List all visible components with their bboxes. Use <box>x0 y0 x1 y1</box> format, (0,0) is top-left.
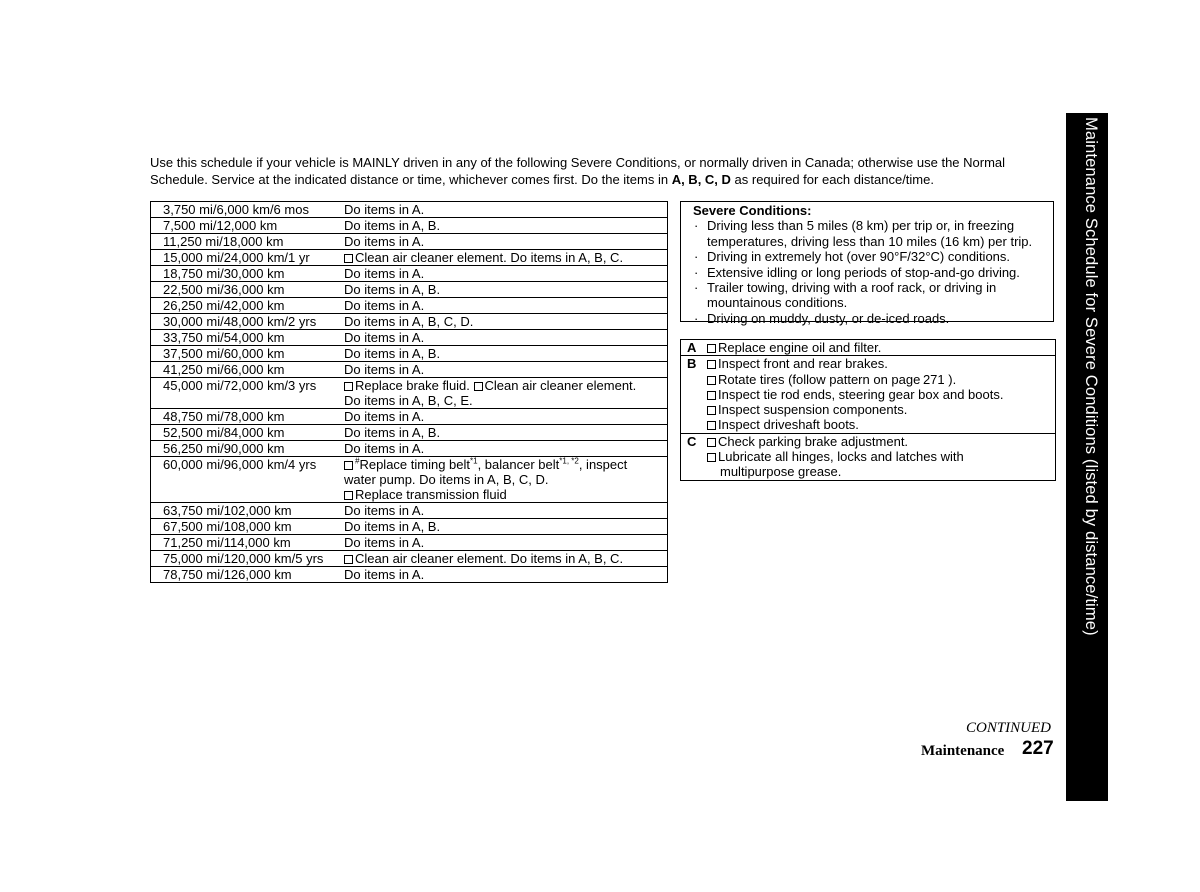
code-key: A <box>681 340 708 356</box>
checkbox-icon <box>344 491 353 500</box>
table-row <box>151 378 668 409</box>
distance-cell: 56,250 mi/90,000 km <box>151 441 337 457</box>
table-row <box>151 519 668 535</box>
table-row <box>151 346 668 362</box>
table-row <box>151 330 668 346</box>
action-text: , inspect <box>578 457 628 472</box>
table-row <box>151 202 668 218</box>
intro-text-end: as required for each distance/time. <box>730 172 934 187</box>
severe-conditions-title: Severe Conditions: <box>693 203 812 218</box>
action-cell: Do items in A, B, C, D. <box>336 314 668 330</box>
code-row-a <box>681 340 1056 356</box>
action-text: Clean air cleaner element. <box>484 378 637 393</box>
page-number: 227 <box>1022 738 1054 759</box>
action-cell <box>336 250 668 266</box>
code-item: Lubricate all hinges, locks and latches with <box>718 449 964 465</box>
distance-cell: 15,000 mi/24,000 km/1 yr <box>151 250 337 266</box>
checkbox-icon <box>707 406 716 415</box>
action-text: Clean air cleaner element. Do items in A, B, C. <box>355 250 624 265</box>
checkbox-icon <box>707 438 716 447</box>
list-item: · Driving on muddy, dusty, or de-iced roads. <box>693 311 1047 326</box>
distance-cell: 71,250 mi/114,000 km <box>151 535 337 551</box>
table-row <box>151 425 668 441</box>
distance-cell: 33,750 mi/54,000 km <box>151 330 337 346</box>
table-row <box>151 250 668 266</box>
list-item: · Trailer towing, driving with a roof rack, or driving in mountainous conditions. <box>693 280 1047 311</box>
distance-cell: 63,750 mi/102,000 km <box>151 503 337 519</box>
table-row <box>151 298 668 314</box>
table-row <box>151 503 668 519</box>
table-row <box>151 551 668 567</box>
code-items <box>707 433 1056 480</box>
code-row-b <box>681 356 1056 433</box>
code-row-c <box>681 433 1056 480</box>
action-cell: Do items in A. <box>336 266 668 282</box>
action-cell: Do items in A. <box>336 330 668 346</box>
action-text: Do items in A, B, C, E. <box>344 393 473 408</box>
severe-conditions-box <box>680 201 1054 326</box>
distance-cell: 26,250 mi/42,000 km <box>151 298 337 314</box>
distance-cell: 37,500 mi/60,000 km <box>151 346 337 362</box>
checkbox-icon <box>344 382 353 391</box>
action-cell: Do items in A. <box>336 362 668 378</box>
code-item: Inspect front and rear brakes. <box>718 356 888 372</box>
action-cell <box>336 457 668 503</box>
code-item: Check parking brake adjustment. <box>718 433 909 449</box>
distance-cell: 75,000 mi/120,000 km/5 yrs <box>151 551 337 567</box>
distance-cell: 22,500 mi/36,000 km <box>151 282 337 298</box>
table-row <box>151 535 668 551</box>
table-row <box>151 266 668 282</box>
distance-cell: 52,500 mi/84,000 km <box>151 425 337 441</box>
side-tab-text <box>1066 113 1108 801</box>
action-cell: Do items in A. <box>336 503 668 519</box>
table-row <box>151 234 668 250</box>
action-text: water pump. Do items in A, B, C, D. <box>344 472 549 487</box>
intro-text: Use this schedule if your vehicle is MAINLY driven in any of the following Severe Conditions, or normally driven in Canada; otherwise use the Normal Schedule. Service at the indicated distance or time, whichever comes first. Do the items in <box>150 155 1006 187</box>
table-row <box>151 567 668 583</box>
action-text: Clean air cleaner element. Do items in A, B, C. <box>355 551 624 566</box>
footnote-mark: *1 <box>470 456 478 466</box>
action-cell: Do items in A, B. <box>336 282 668 298</box>
action-cell <box>336 378 668 409</box>
distance-cell: 41,250 mi/66,000 km <box>151 362 337 378</box>
checkbox-icon <box>707 391 716 400</box>
action-cell: Do items in A, B. <box>336 218 668 234</box>
action-cell <box>336 551 668 567</box>
action-cell: Do items in A. <box>336 298 668 314</box>
footnote-mark: *1, *2 <box>559 456 579 466</box>
distance-cell: 11,250 mi/18,000 km <box>151 234 337 250</box>
action-text: Replace brake fluid. <box>355 378 470 393</box>
table-row <box>151 457 668 503</box>
action-cell: Do items in A. <box>336 234 668 250</box>
table-row <box>151 409 668 425</box>
list-item: · Driving less than 5 miles (8 km) per trip or, in freezing temperatures, driving less than 10 miles (16 km) per trip. <box>693 218 1047 249</box>
list-item: · Driving in extremely hot (over 90°F/32°C) conditions. <box>693 249 1047 264</box>
code-item: Rotate tires (follow pattern on page 271 ). <box>718 371 957 387</box>
intro-paragraph <box>150 154 1055 188</box>
continued-label: CONTINUED <box>966 720 1052 736</box>
service-codes-table <box>680 339 1056 481</box>
checkbox-icon <box>707 376 716 385</box>
action-cell: Do items in A, B. <box>336 519 668 535</box>
checkbox-icon <box>707 421 716 430</box>
code-item: multipurpose grease. <box>720 464 842 480</box>
list-item: · Extensive idling or long periods of stop-and-go driving. <box>693 265 1047 280</box>
severe-conditions-list <box>693 218 1047 326</box>
table-row <box>151 282 668 298</box>
footnote-mark: # <box>355 456 360 466</box>
code-key: B <box>681 356 708 433</box>
checkbox-icon <box>344 461 353 470</box>
code-item: Inspect driveshaft boots. <box>718 417 859 433</box>
code-items <box>707 356 1056 433</box>
distance-cell: 78,750 mi/126,000 km <box>151 567 337 583</box>
checkbox-icon <box>707 344 716 353</box>
action-cell: Do items in A. <box>336 441 668 457</box>
footer-section-label: Maintenance <box>921 743 1005 759</box>
distance-cell: 45,000 mi/72,000 km/3 yrs <box>151 378 337 409</box>
distance-cell: 67,500 mi/108,000 km <box>151 519 337 535</box>
code-item: Replace engine oil and filter. <box>718 340 882 355</box>
checkbox-icon <box>344 254 353 263</box>
table-row <box>151 441 668 457</box>
schedule-table <box>150 201 668 583</box>
side-tab-title: Maintenance Schedule for Severe Conditions (listed by distance/time) <box>1082 117 1101 636</box>
code-items <box>707 340 1056 356</box>
action-cell: Do items in A. <box>336 535 668 551</box>
action-text: , balancer belt <box>477 457 560 472</box>
action-cell: Do items in A, B. <box>336 425 668 441</box>
distance-cell: 18,750 mi/30,000 km <box>151 266 337 282</box>
action-cell: Do items in A. <box>336 409 668 425</box>
action-cell: Do items in A. <box>336 202 668 218</box>
distance-cell: 60,000 mi/96,000 km/4 yrs <box>151 457 337 503</box>
intro-bold-items: A, B, C, D <box>671 172 731 187</box>
code-key: C <box>681 433 708 480</box>
action-text: Replace timing belt <box>359 457 471 472</box>
distance-cell: 48,750 mi/78,000 km <box>151 409 337 425</box>
distance-cell: 7,500 mi/12,000 km <box>151 218 337 234</box>
checkbox-icon <box>707 453 716 462</box>
distance-cell: 30,000 mi/48,000 km/2 yrs <box>151 314 337 330</box>
code-item: Inspect tie rod ends, steering gear box and boots. <box>718 386 1004 402</box>
table-row <box>151 314 668 330</box>
action-cell: Do items in A, B. <box>336 346 668 362</box>
checkbox-icon <box>474 382 483 391</box>
action-text: Replace transmission fluid <box>355 487 507 502</box>
code-item: Inspect suspension components. <box>718 402 908 418</box>
action-cell: Do items in A. <box>336 567 668 583</box>
distance-cell: 3,750 mi/6,000 km/6 mos <box>151 202 337 218</box>
checkbox-icon <box>707 360 716 369</box>
table-row <box>151 362 668 378</box>
checkbox-icon <box>344 555 353 564</box>
table-row <box>151 218 668 234</box>
